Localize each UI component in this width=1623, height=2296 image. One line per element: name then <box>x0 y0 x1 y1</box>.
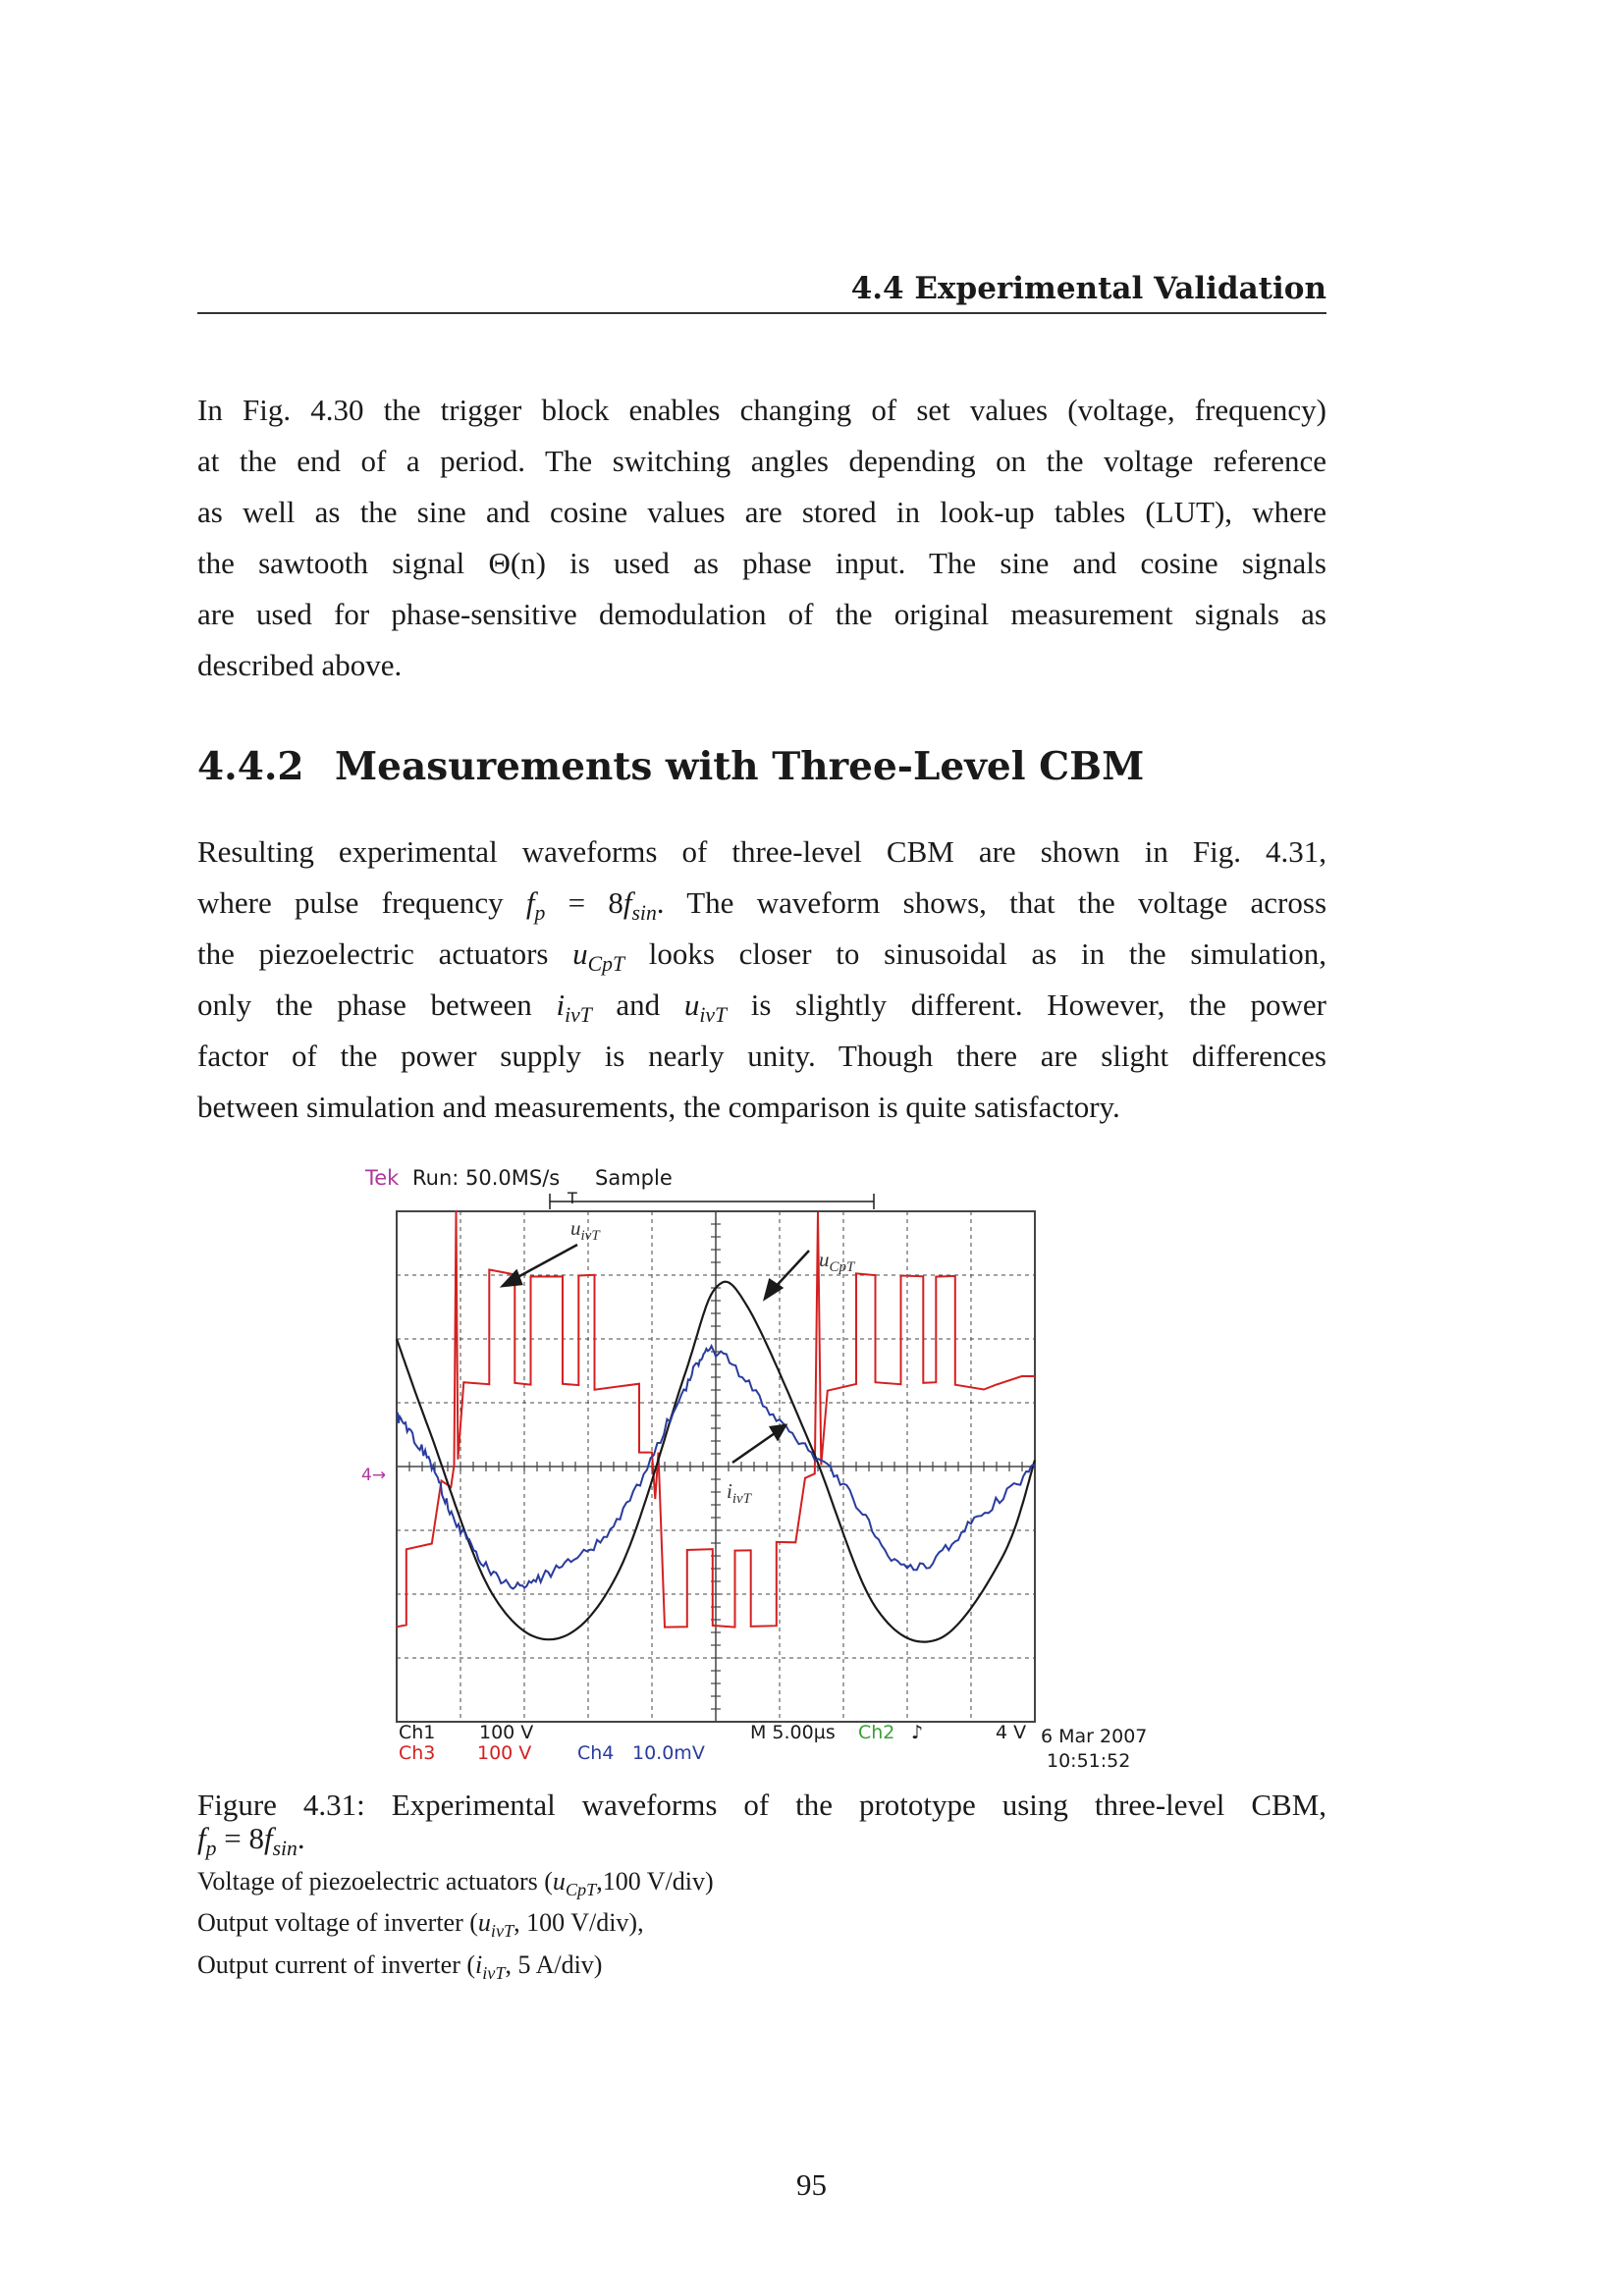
ch3-label: Ch3 <box>399 1742 436 1764</box>
para2-line: Resulting experimental waveforms of three-level CBM are shown in Fig. 4.31, <box>197 834 1326 869</box>
caption-item-i-ivT: Output current of inverter ($i_{ivT}$, 5 A/div) <box>197 1949 603 1983</box>
para2-line: the piezoelectric actuators $u_{CpT}$ looks closer to sinusoidal as in the simulation, <box>197 936 1326 977</box>
header-rule <box>197 312 1326 314</box>
section-number: 4.4.2 <box>197 744 304 789</box>
caption-item-u-ivT: Output voltage of inverter ($u_{ivT}$, 100 V/div), <box>197 1908 644 1942</box>
ch3-scale: 100 V <box>477 1742 532 1764</box>
label-u-ivT: $u_{ivT}$ <box>570 1216 600 1244</box>
channel-markers: 4→ <box>361 1466 387 1485</box>
section-title: Measurements with Three-Level CBM <box>335 744 1145 789</box>
scope-time: 10:51:52 <box>1047 1750 1131 1772</box>
para1-line: are used for phase-sensitive demodulation of the original measurement signals as <box>197 597 1326 631</box>
ch1-scale: 100 V <box>479 1722 534 1743</box>
caption-formula: $f_p = 8f_{sin}$. <box>197 1821 305 1861</box>
scope-date: 6 Mar 2007 <box>1041 1726 1148 1747</box>
figure-caption <box>197 1789 1326 1990</box>
ch1-label: Ch1 <box>399 1722 436 1743</box>
ch4-scale: 10.0mV <box>632 1742 705 1764</box>
trigger-level: 4 V <box>996 1722 1027 1743</box>
para1-line: as well as the sine and cosine values are stored in look-up tables (LUT), where <box>197 495 1326 529</box>
para2-line: factor of the power supply is nearly unity. Though there are slight differences <box>197 1039 1326 1073</box>
trigger-slope-icon: ♪ <box>911 1722 924 1743</box>
running-header: 4.4 Experimental Validation <box>850 271 1326 306</box>
para1-line: In Fig. 4.30 the trigger block enables changing of set values (voltage, frequency) <box>197 393 1326 427</box>
para1-line: described above. <box>197 648 403 682</box>
trigger-bracket <box>550 1194 874 1209</box>
para2-line: where pulse frequency $f_p = 8f_{sin}$. The waveform shows, that the voltage across <box>197 885 1327 926</box>
page-number: 95 <box>796 2167 827 2202</box>
trigger-mark: T <box>568 1189 577 1207</box>
ch4-label: Ch4 <box>577 1742 615 1764</box>
para2-line: between simulation and measurements, the comparison is quite satisfactory. <box>197 1090 1120 1124</box>
scope-acq-mode: Sample <box>595 1166 673 1190</box>
section-heading <box>197 744 1144 789</box>
para1-line: at the end of a period. The switching angles depending on the voltage reference <box>197 444 1326 478</box>
para2-line: only the phase between $i_{ivT}$ and $u_{ivT}$ is slightly different. However, the power <box>197 988 1326 1028</box>
oscilloscope-figure <box>353 1156 1178 1785</box>
scope-run-rate: Run: 50.0MS/s <box>412 1166 561 1190</box>
label-i-ivT: $i_{ivT}$ <box>727 1479 752 1507</box>
scope-brand: Tek <box>365 1166 400 1190</box>
ch2-label: Ch2 <box>858 1722 895 1743</box>
timebase: M 5.00µs <box>750 1722 836 1743</box>
para1-line: the sawtooth signal Θ(n) is used as phase input. The sine and cosine signals <box>197 546 1326 580</box>
caption-label: Figure 4.31: <box>197 1788 365 1822</box>
paragraph-trigger-block <box>197 385 1326 691</box>
caption-text: Experimental waveforms of the prototype using three-level CBM, <box>391 1788 1327 1822</box>
caption-item-u-CpT: Voltage of piezoelectric actuators ($u_{CpT},100$ V/div) <box>197 1867 714 1900</box>
label-u-CpT: $u_{CpT}$ <box>819 1248 855 1275</box>
paragraph-measurements <box>197 827 1326 1133</box>
